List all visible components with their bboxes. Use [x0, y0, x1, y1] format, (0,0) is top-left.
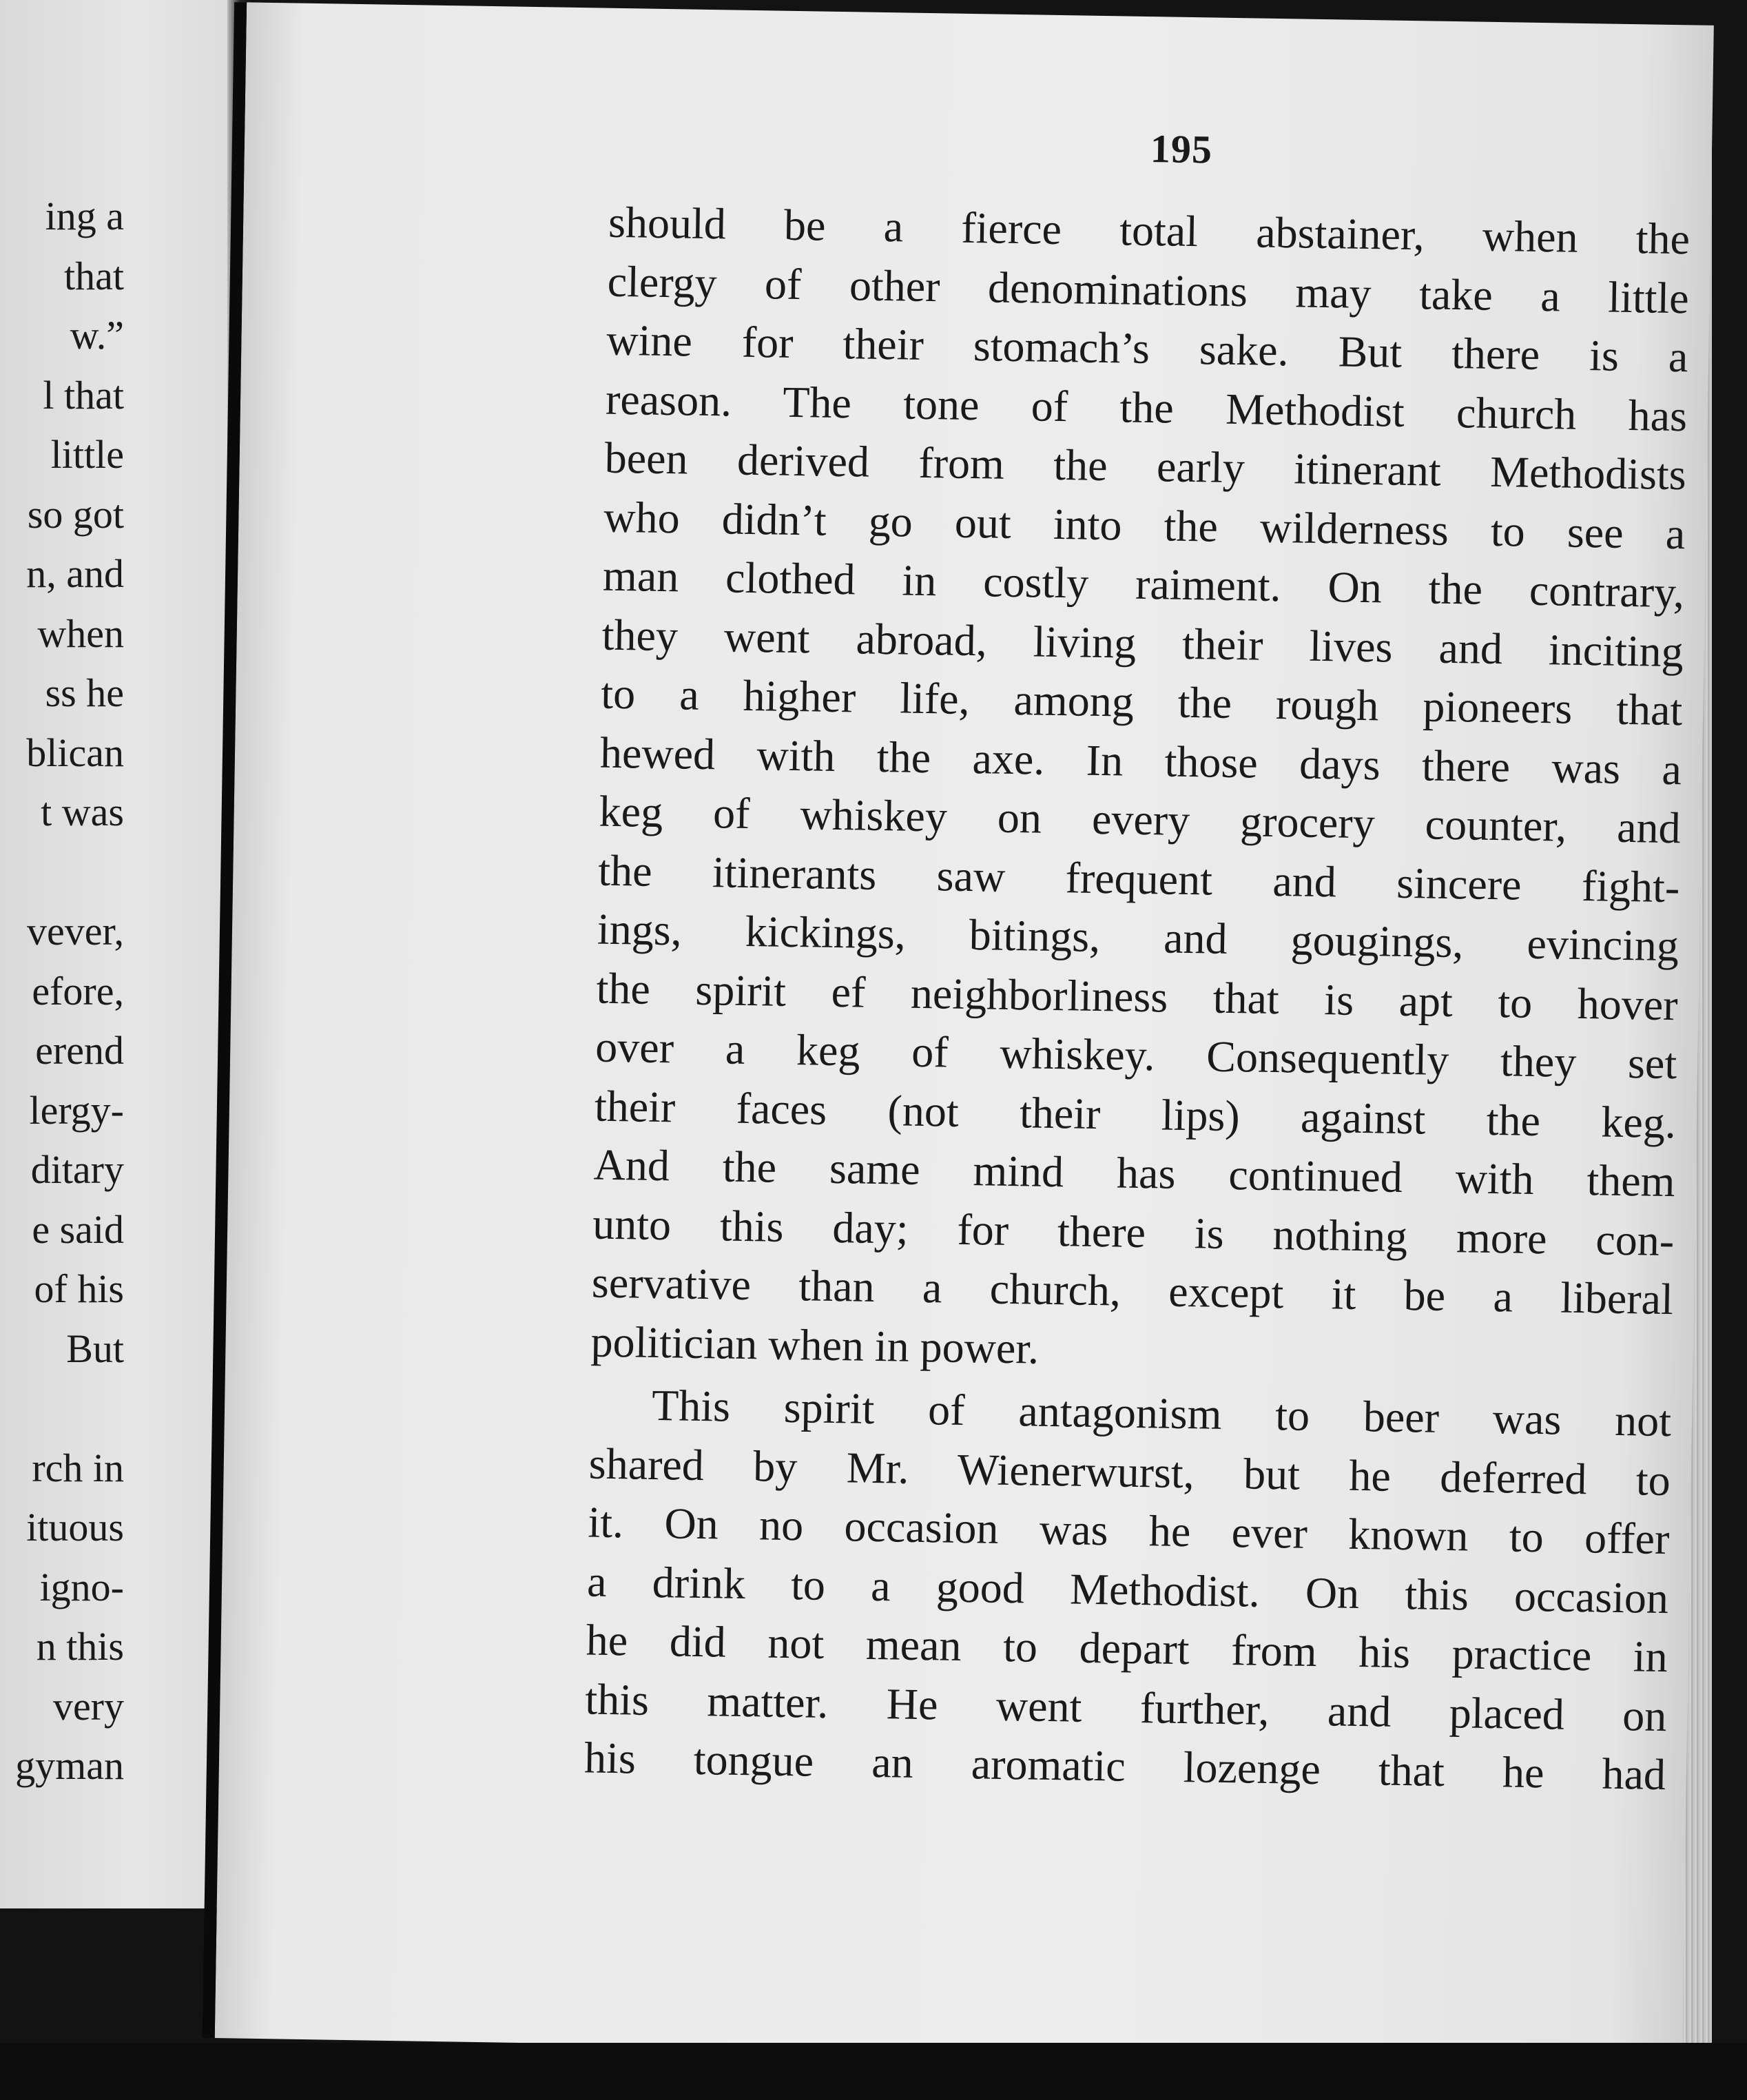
text-line: who didn’t go out into the wilderness to see a [603, 492, 1686, 558]
previous-page-line: little [50, 432, 124, 477]
text-line: over a keg of whiskey. Consequently they set [595, 1022, 1677, 1089]
previous-page-line: ing a [45, 194, 124, 238]
page-body-text [584, 193, 1691, 1804]
current-page [203, 2, 1714, 2061]
text-line: keg of whiskey on every grocery counter, and [599, 786, 1682, 853]
previous-page-line: igno- [39, 1564, 124, 1609]
text-line: wine for their stomach’s sake. But there is a [606, 315, 1688, 382]
text-line: This spirit of antagonism to beer was not [651, 1380, 1672, 1446]
text-line: And the same mind has continued with them [593, 1140, 1676, 1206]
paragraph [584, 1375, 1672, 1804]
text-line: servative than a church, except it be a liberal [591, 1257, 1674, 1324]
text-line: to a higher life, among the rough pioneers that [600, 668, 1683, 735]
scan-bottom-border [0, 2043, 1747, 2100]
previous-page-fragment [0, 0, 227, 1908]
text-line: a drink to a good Methodist. On this occasion [586, 1556, 1669, 1623]
previous-page-line: efore, [32, 968, 124, 1013]
previous-page-line: very [52, 1683, 124, 1729]
previous-page-line: t was [41, 790, 124, 834]
previous-page-line: when [37, 610, 124, 656]
text-line: this matter. He went further, and placed on [584, 1674, 1667, 1740]
text-line: clergy of other denominations may take a little [607, 256, 1690, 322]
text-line: his tongue an aromatic lozenge that he had [583, 1733, 1666, 1800]
previous-page-line: erend [35, 1028, 124, 1073]
previous-page-line: But [66, 1326, 124, 1371]
text-line: been derived from the early itinerant Methodists [604, 433, 1687, 500]
previous-page-line: rch in [32, 1445, 124, 1490]
text-line: reason. The tone of the Methodist church has [605, 374, 1688, 440]
previous-page-line: of his [34, 1266, 124, 1311]
text-line: the spirit ef neighborliness that is apt to hover [596, 963, 1679, 1029]
previous-page-line: ss he [45, 670, 124, 715]
text-line: should be a fierce total abstainer, when the [608, 197, 1691, 264]
text-line: shared by Mr. Wienerwurst, but he deferred to [588, 1438, 1671, 1505]
text-line: their faces (not their lips) against the keg. [594, 1081, 1677, 1147]
previous-page-line: e said [32, 1206, 124, 1252]
page-number: 195 [1150, 126, 1213, 172]
text-line: unto this day; for there is nothing more con- [592, 1199, 1675, 1265]
text-line: the itinerants saw frequent and sincere fight- [597, 845, 1680, 912]
previous-page-line: ditary [30, 1147, 124, 1192]
text-line: they went abroad, living their lives and inciting [601, 610, 1684, 676]
previous-page-line: ituous [26, 1505, 124, 1550]
previous-page-line: lergy- [29, 1087, 124, 1133]
previous-page-line: w.” [70, 313, 124, 358]
text-line: hewed with the axe. In those days there was a [599, 728, 1682, 794]
text-line: ings, kickings, bitings, and gougings, evincing [597, 904, 1679, 971]
previous-page-line: vever, [27, 909, 124, 954]
text-line: politician when in power. [590, 1317, 1040, 1373]
previous-page-line: n, and [26, 551, 124, 596]
text-line: man clothed in costly raiment. On the contrary, [602, 550, 1685, 617]
previous-page-line: gyman [15, 1743, 124, 1788]
previous-page-line: so got [27, 491, 124, 537]
text-line: he did not mean to depart from his practice in [586, 1615, 1668, 1682]
paragraph [590, 193, 1691, 1388]
previous-page-line: l that [43, 372, 124, 418]
previous-page-line: that [64, 253, 124, 298]
previous-page-line: blican [26, 730, 124, 775]
previous-page-line: n this [36, 1624, 124, 1669]
text-line: it. On no occasion was he ever known to offer [587, 1497, 1670, 1564]
